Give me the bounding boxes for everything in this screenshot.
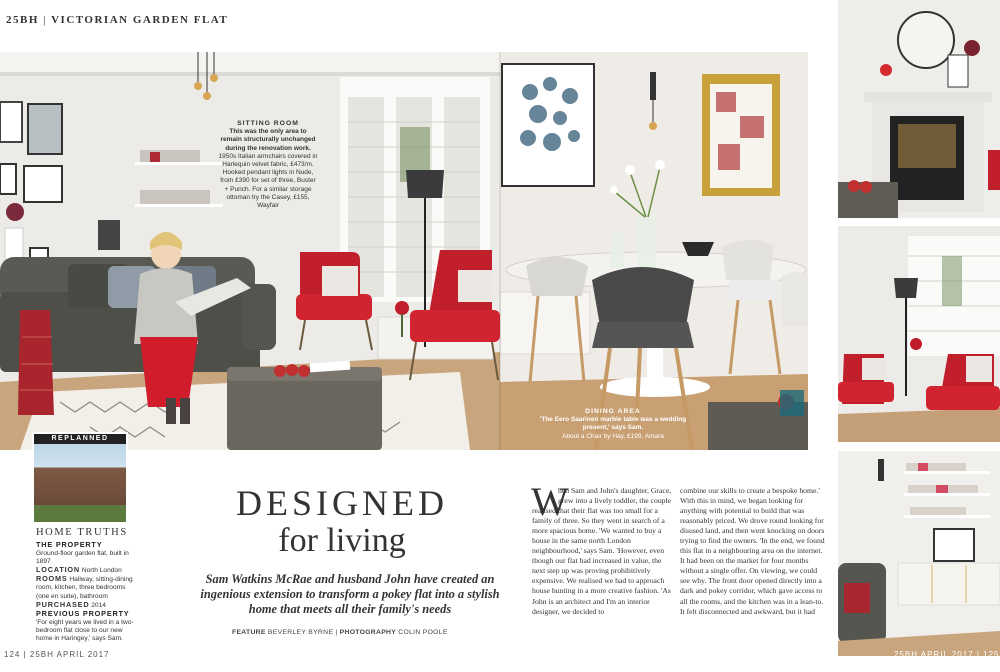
property-label: THE PROPERTY [36, 540, 103, 549]
fireplace-illustration [838, 0, 1000, 218]
location-label: LOCATION [36, 565, 80, 574]
folio-right: 25BH APRIL 2017 | 125 [894, 650, 1000, 659]
body-column-1 [532, 486, 674, 617]
sitting-room-caption-lead: This was the only area to remain structurally unchanged during the renovation work. [220, 128, 316, 152]
credits-line [232, 629, 448, 636]
drop-cap: W [531, 479, 569, 524]
dining-area-photo [500, 52, 808, 450]
photography-label: PHOTOGRAPHY [339, 629, 397, 636]
rooms-value: Hallway, sitting-dining room, kitchen, three bedrooms (one en suite), bathroom [36, 576, 133, 600]
armchairs-illustration [838, 226, 1000, 442]
body-column-1-text: realised that their flat was too small for a family of three. So they went in search of a more spacious home. 'We wanted to buy a house in the same north London neighbourhood,' says Sam. 'However, even though our flat had increased in value, the next step up was proving prohibitively expensive. We realised we had to approach house hunting in a more creative fashion. 'As John is an architect and I'm an interior designer, we decided to [532, 506, 671, 616]
dining-area-caption [538, 408, 688, 441]
headline-line-2: for living [278, 522, 406, 559]
headline-line-1: DESIGNED [236, 483, 448, 523]
folio-left: 124 | 25BH APRIL 2017 [4, 650, 110, 659]
kitchen-shelves-illustration [838, 451, 1000, 656]
previous-property-value: 'For eight years we lived in a two-bedroom flat close to our new home in Haringey,' says Sam. [36, 618, 134, 643]
photography-name: COLIN POOLE [398, 629, 448, 636]
fireplace-photo [838, 0, 1000, 218]
armchairs-photo [838, 226, 1000, 442]
replanned-label: REPLANNED [34, 434, 126, 444]
body-column-1-lead: hen Sam and John's daughter, Grace, grew into a lively toddler, the couple [558, 486, 672, 506]
purchased-label: PURCHASED [36, 599, 90, 609]
rooms-label: ROOMS [36, 574, 68, 584]
credits-divider: | [335, 629, 340, 636]
feature-label: FEATURE [232, 629, 266, 636]
previous-property-label: PREVIOUS PROPERTY [36, 609, 130, 619]
body-column-2: combine our skills to create a bespoke home.' With this in mind, we began looking for anything with potential to build that was reasonably priced. We drove round looking for disused land, and then went knocking on doors trying to find the owners. 'In the end, we found this flat in a neighbouring area on the internet. It had been on the market for four months without a single offer. On viewing, we could see why. The front door opened directly into a dark and pokey corridor, which gave access to all the rooms, and the kitchen was in a lean-to. It felt disconnected and awkward, but it had [680, 486, 825, 616]
dining-area-caption-head: DINING AREA [585, 408, 641, 415]
kitchen-shelves-photo [838, 451, 1000, 656]
spine-gutter [499, 52, 501, 450]
sitting-room-caption [218, 120, 318, 210]
location-value: North London [81, 567, 122, 574]
running-head-divider: | [43, 14, 52, 26]
exterior-thumbnail [34, 444, 126, 522]
standfirst: Sam Watkins McRae and husband John have created an ingenious extension to transform a pokey flat into a stylish home that meets all their family's needs [200, 572, 500, 616]
feature-name: BEVERLEY BYRNE [267, 629, 334, 636]
home-truths-title: HOME TRUTHS [36, 527, 128, 538]
section-title: VICTORIAN GARDEN FLAT [51, 14, 229, 26]
magazine-code: 25BH [6, 14, 39, 26]
sitting-room-photo [0, 52, 500, 450]
home-truths-panel [36, 527, 136, 643]
sitting-room-caption-head: SITTING ROOM [237, 120, 299, 127]
replanned-box [32, 432, 128, 520]
dining-area-caption-lead: 'The Eero Saarinen marble table was a wedding present,' says Sam. [539, 416, 687, 432]
property-value: Ground-floor garden flat, built in 1897 [36, 549, 129, 565]
purchased-value: 2014 [91, 601, 106, 609]
dining-area-illustration [500, 52, 808, 450]
running-head [6, 14, 228, 26]
sitting-room-caption-body: 1950s Italian armchairs covered in Harlequin velvet fabric, £473/m. Hooked pendant lights in Nude, from £390 for set of three, Buster + Punch. For a similar storage ottoman try the Casey, £155, Wayfair [218, 152, 318, 210]
sitting-room-illustration [0, 52, 500, 450]
dining-area-caption-body: About a Chair by Hay, £199, Amara [562, 432, 664, 440]
